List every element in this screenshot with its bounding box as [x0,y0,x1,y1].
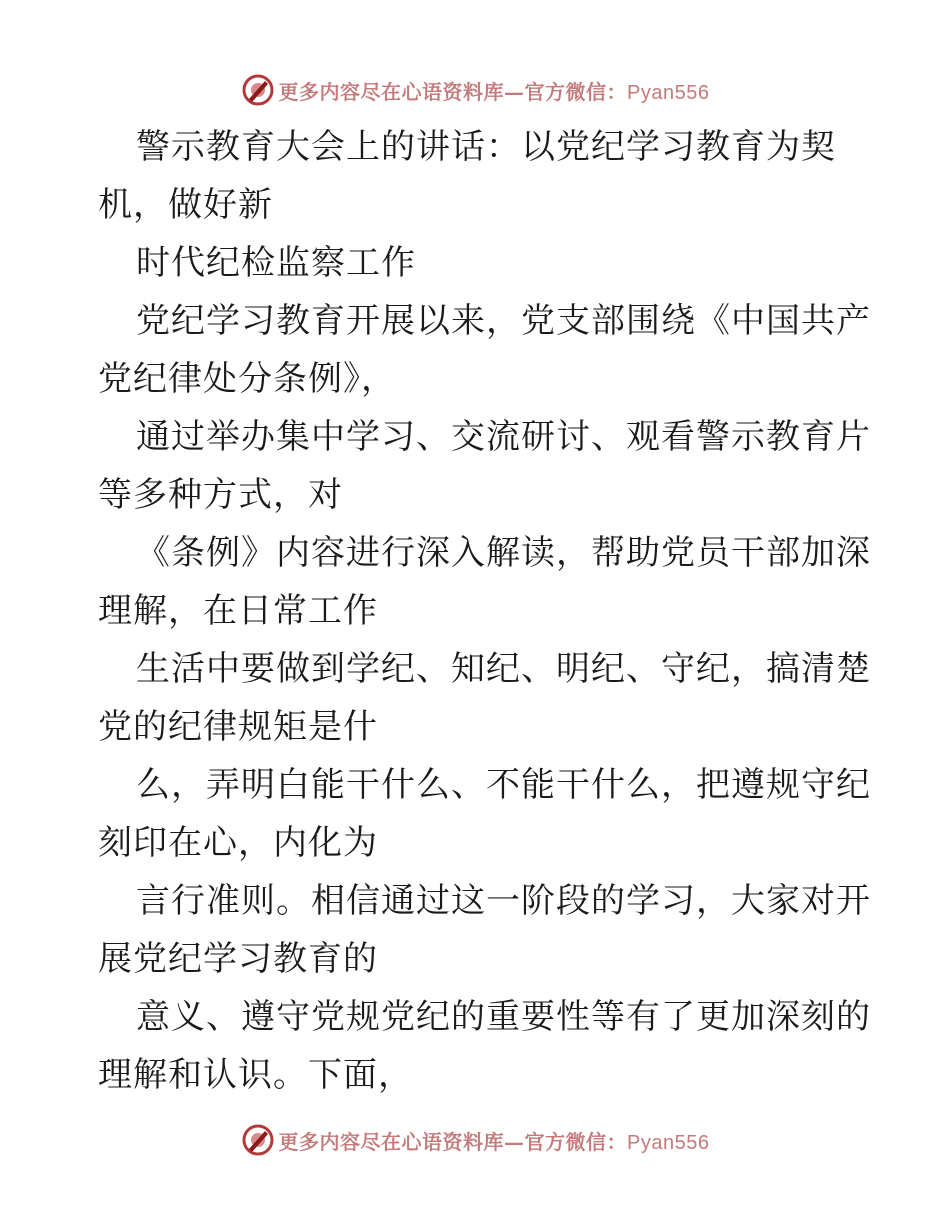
watermark-contact-id: Pyan556 [627,1131,710,1154]
watermark-contact-label: 官方微信： [524,79,628,104]
logo-pen-icon [241,1123,275,1157]
watermark-separator: — [504,79,525,104]
text-line: 警示教育大会上的讲话：以党纪学习教育为契 [136,127,836,167]
text-line: 党纪学习教育开展以来，党支部围绕《中国共产 [136,301,871,341]
watermark-text [279,1126,710,1155]
text-line: 么，弄明白能干什么、不能干什么，把遵规守纪 [136,765,871,805]
text-line: 通过举办集中学习、交流研讨、观看警示教育片 [136,417,871,457]
watermark-contact-label: 官方微信： [524,1129,628,1154]
text-line: 展党纪学习教育的 [98,939,378,979]
document-body [98,118,871,1104]
footer-watermark [0,1120,950,1160]
logo-pen-icon [241,73,275,107]
watermark-separator: — [504,1129,525,1154]
text-line: 意义、遵守党规党纪的重要性等有了更加深刻的 [136,997,871,1037]
watermark-brand: 更多内容尽在心语资料库 [278,1129,505,1154]
watermark-brand: 更多内容尽在心语资料库 [278,79,505,104]
watermark-contact-id: Pyan556 [627,81,710,104]
text-line: 《条例》内容进行深入解读，帮助党员干部加深 [136,533,871,573]
text-line: 党的纪律规矩是什 [98,707,378,747]
text-line: 等多种方式，对 [98,475,343,515]
text-line: 党纪律处分条例》， [98,359,396,399]
watermark-text [279,76,710,105]
text-line: 机，做好新 [98,185,273,225]
header-watermark [0,70,950,110]
text-line: 生活中要做到学纪、知纪、明纪、守纪，搞清楚 [136,649,871,689]
text-line: 刻印在心，内化为 [98,823,378,863]
text-line: 时代纪检监察工作 [136,243,416,283]
text-line: 理解，在日常工作 [98,591,378,631]
text-line: 理解和认识。下面， [98,1055,413,1095]
text-line: 言行准则。相信通过这一阶段的学习，大家对开 [136,881,871,921]
